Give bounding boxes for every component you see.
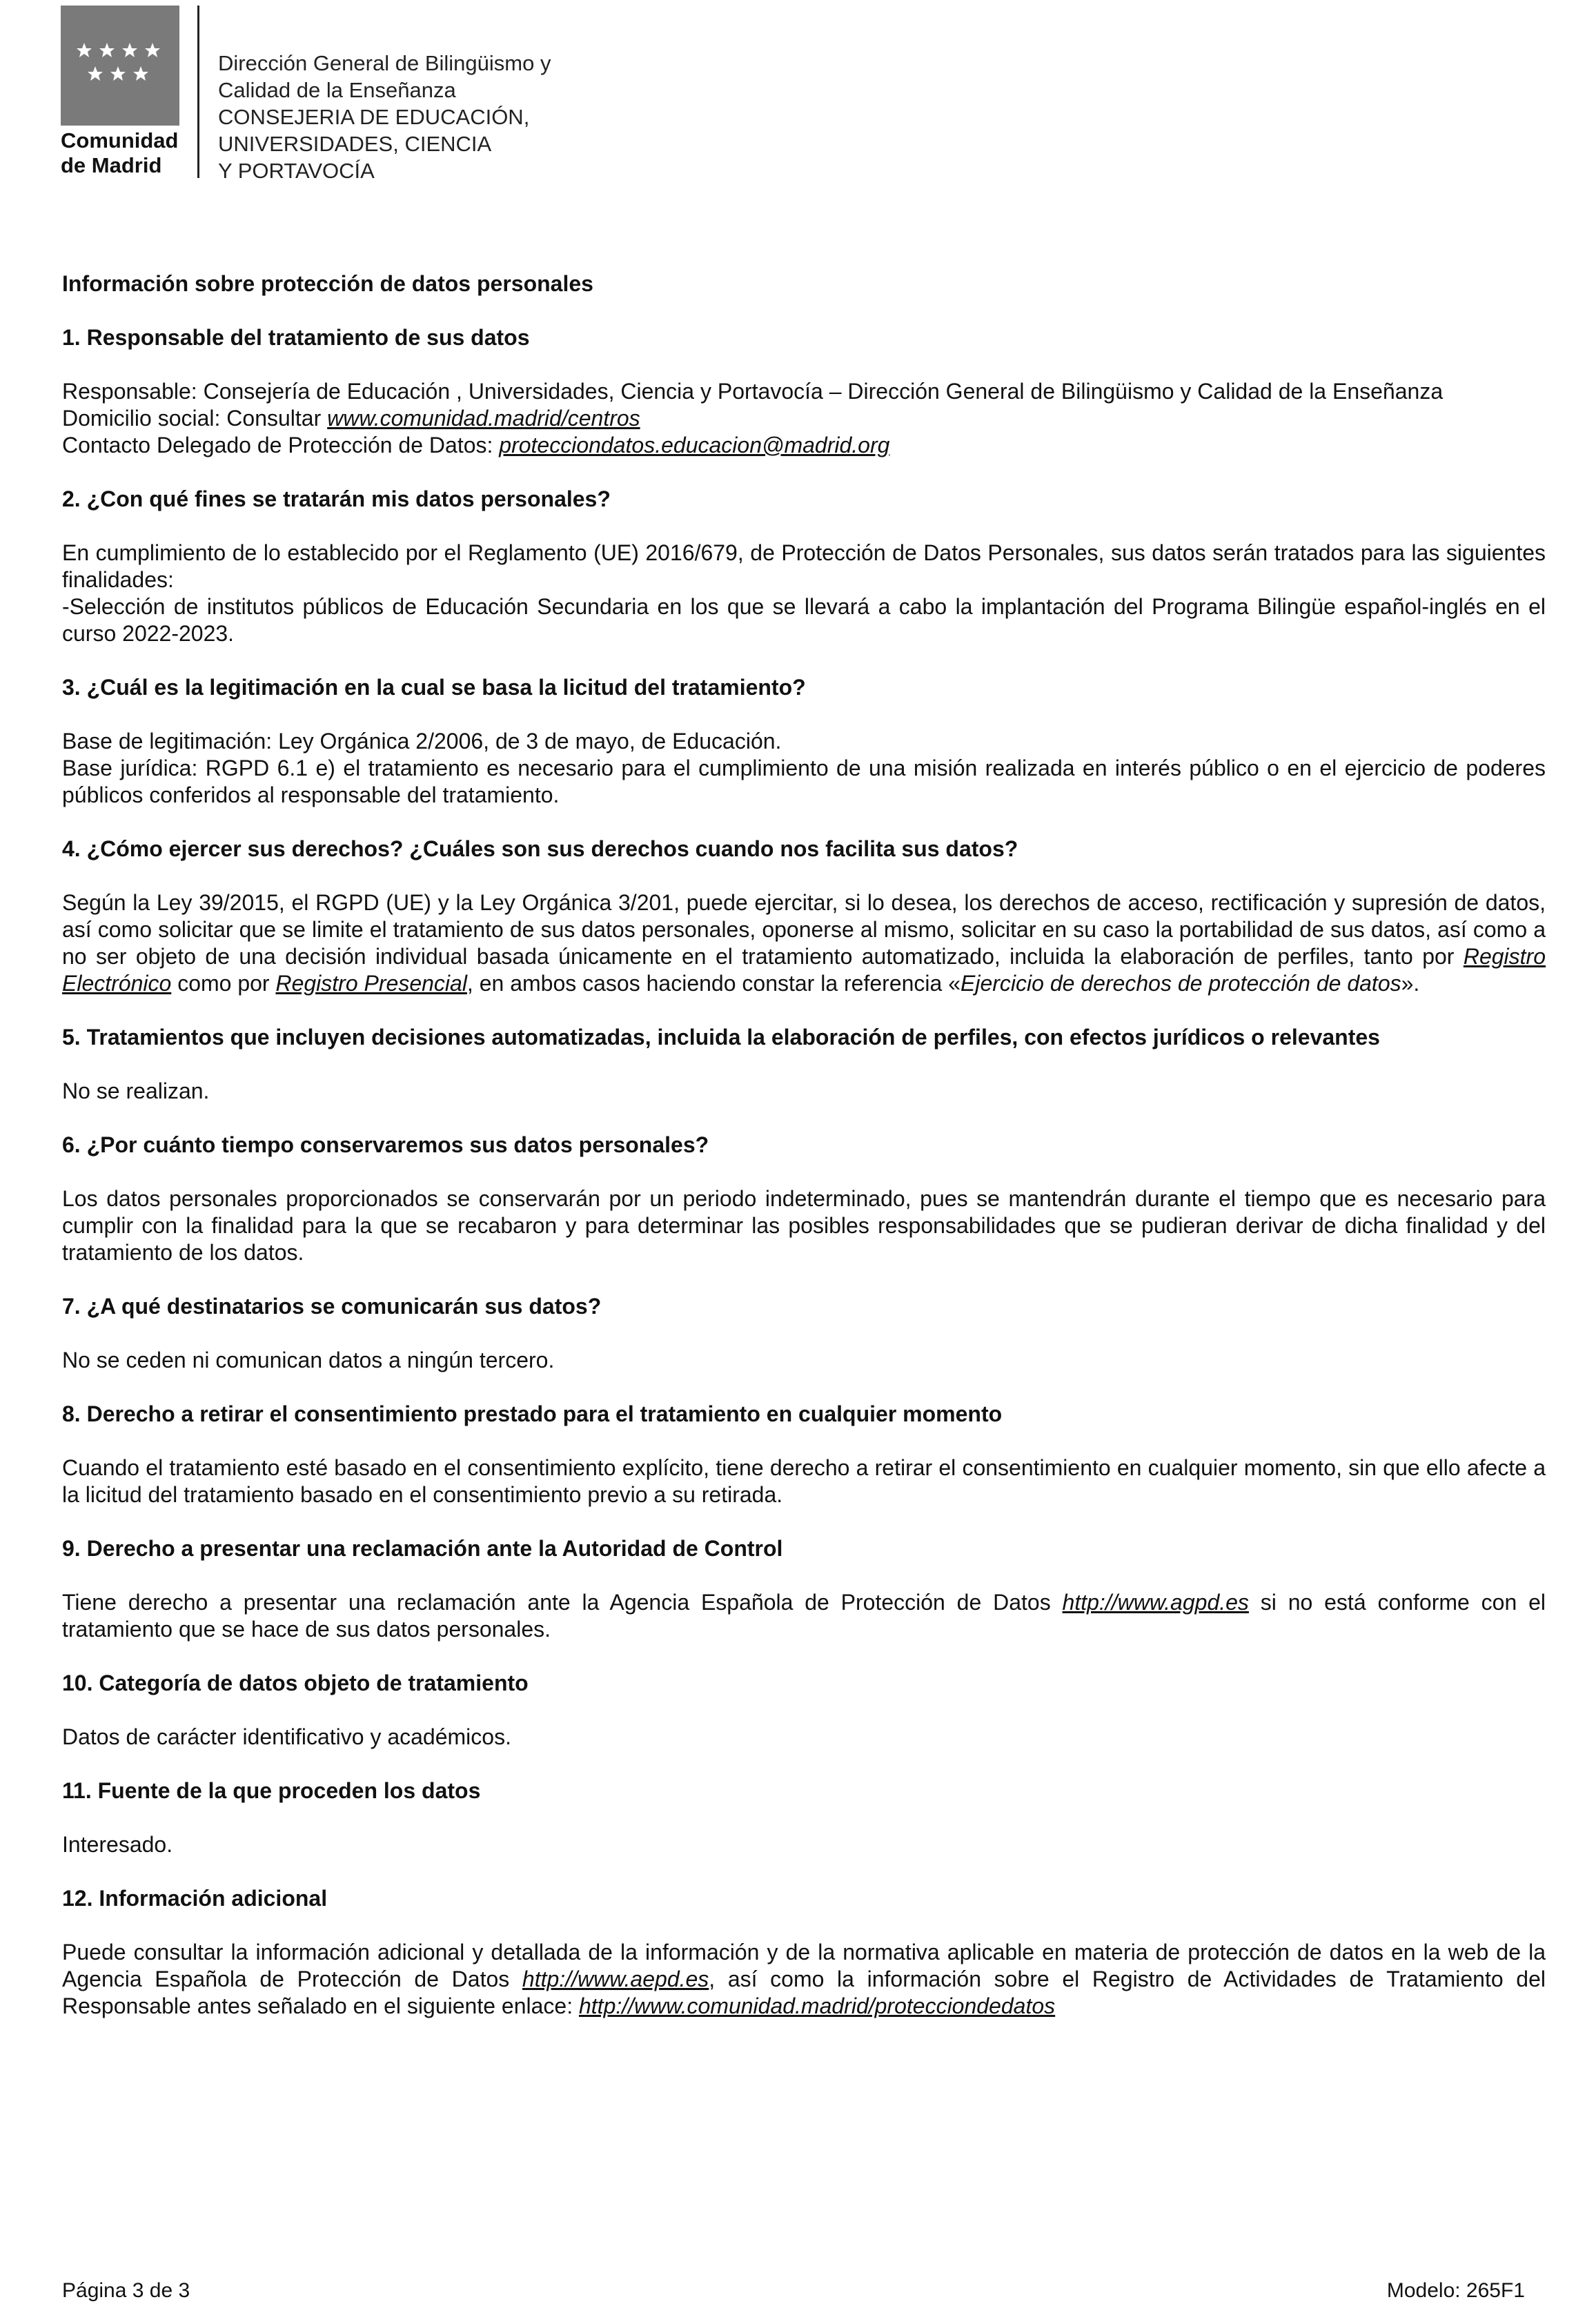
paragraph: Los datos personales proporcionados se conservarán por un periodo indeterminado, pues se mantendrán durante el tiempo que es necesario para cumplir con la finalidad para la que se recabaron y para determinar las posibles responsabilidades que se pudieran derivar de dicha finalidad y del tratamiento de los datos. xyxy=(62,1186,1546,1265)
domicilio-line: Domicilio social: Consultar www.comunidad.madrid/centros xyxy=(62,406,640,431)
agpd-link[interactable]: http://www.agpd.es xyxy=(1062,1590,1249,1615)
section-11 xyxy=(62,1778,1546,1858)
section-9 xyxy=(62,1535,1546,1643)
section-heading: 9. Derecho a presentar una reclamación ante la Autoridad de Control xyxy=(62,1536,783,1561)
section-heading: 4. ¿Cómo ejercer sus derechos? ¿Cuáles son sus derechos cuando nos facilita sus datos? xyxy=(62,836,1018,861)
paragraph: No se realizan. xyxy=(62,1079,210,1103)
section-3 xyxy=(62,674,1546,809)
model-number: Modelo: 265F1 xyxy=(1386,2279,1525,2302)
paragraph: Puede consultar la información adicional y detallada de la información y de la normativa aplicable en materia de protección de datos en la web de la Agencia Española de Protección de Datos http://www.aepd.es, así como la información sobre el Registro de Actividades de Tratamiento del Responsable antes señalado en el siguiente enlace: http://www.comunidad.madrid/protecciondedatos xyxy=(62,1940,1546,2018)
section-6 xyxy=(62,1132,1546,1266)
section-heading: 6. ¿Por cuánto tiempo conservaremos sus datos personales? xyxy=(62,1132,709,1157)
section-heading: 8. Derecho a retirar el consentimiento prestado para el tratamiento en cualquier momento xyxy=(62,1401,1003,1426)
paragraph: No se ceden ni comunican datos a ningún tercero. xyxy=(62,1348,555,1372)
section-heading: 2. ¿Con qué fines se tratarán mis datos personales? xyxy=(62,486,611,511)
header-divider xyxy=(197,6,199,178)
section-2 xyxy=(62,486,1546,647)
document-title: Información sobre protección de datos personales xyxy=(62,271,593,296)
section-5 xyxy=(62,1024,1546,1105)
paragraph: Datos de carácter identificativo y académicos. xyxy=(62,1724,511,1749)
aepd-link[interactable]: http://www.aepd.es xyxy=(522,1967,709,1991)
proteccion-datos-link[interactable]: http://www.comunidad.madrid/protecciondedatos xyxy=(578,1993,1056,2018)
paragraph: -Selección de institutos públicos de Educación Secundaria en los que se llevará a cabo la implantación del Programa Bilingüe español-inglés en el curso 2022-2023. xyxy=(62,594,1546,646)
logo-text: Comunidad de Madrid xyxy=(61,128,179,177)
issuing-body: Dirección General de Bilingüismo y Calidad de la Enseñanza CONSEJERIA DE EDUCACIÓN, UNIVERSIDADES, CIENCIA Y PORTAVOCÍA xyxy=(218,51,551,183)
stars-icon xyxy=(76,41,164,87)
responsable-text: Responsable: Consejería de Educación , Universidades, Ciencia y Portavocía – Dirección General de Bilingüismo y Calidad de la Enseñanza xyxy=(62,379,1444,404)
paragraph: Interesado. xyxy=(62,1832,173,1857)
section-heading: 12. Información adicional xyxy=(62,1886,328,1911)
section-1 xyxy=(62,324,1546,459)
contacto-line: Contacto Delegado de Protección de Datos: protecciondatos.educacion@madrid.org xyxy=(62,433,890,457)
section-heading: 10. Categoría de datos objeto de tratamiento xyxy=(62,1671,529,1695)
section-heading: 7. ¿A qué destinatarios se comunicarán sus datos? xyxy=(62,1294,602,1319)
section-heading: 1. Responsable del tratamiento de sus datos xyxy=(62,325,530,350)
dpo-email-link[interactable]: protecciondatos.educacion@madrid.org xyxy=(499,433,890,457)
section-heading: 3. ¿Cuál es la legitimación en la cual se basa la licitud del tratamiento? xyxy=(62,675,806,700)
centros-link[interactable]: www.comunidad.madrid/centros xyxy=(327,406,640,431)
paragraph: Base jurídica: RGPD 6.1 e) el tratamiento es necesario para el cumplimiento de una misión realizada en interés público o en el ejercicio de poderes públicos conferidos al responsable del tratamiento. xyxy=(62,756,1546,807)
paragraph: En cumplimiento de lo establecido por el Reglamento (UE) 2016/679, de Protección de Datos Personales, sus datos serán tratados para las siguientes finalidades: xyxy=(62,540,1546,592)
paragraph: Según la Ley 39/2015, el RGPD (UE) y la Ley Orgánica 3/201, puede ejercitar, si lo desea, los derechos de acceso, rectificación y supresión de datos, así como solicitar que se limite el tratamiento de sus datos personales, oponerse al mismo, solicitar en su caso la portabilidad de sus datos, así como a no ser objeto de una decisión individual basada únicamente en el tratamiento automatizado, incluida la elaboración de perfiles, tanto por Registro Electrónico como por Registro Presencial, en ambos casos haciendo constar la referencia «Ejercicio de derechos de protección de datos». xyxy=(62,890,1546,996)
page-number: Página 3 de 3 xyxy=(62,2279,190,2302)
letterhead xyxy=(61,6,682,183)
paragraph: Tiene derecho a presentar una reclamación ante la Agencia Española de Protección de Datos http://www.agpd.es si no está conforme con el tratamiento que se hace de sus datos personales. xyxy=(62,1590,1546,1642)
document-body xyxy=(62,270,1546,2047)
section-10 xyxy=(62,1670,1546,1751)
registro-electronico-link[interactable]: Registro Electrónico xyxy=(62,944,1546,996)
section-heading: 11. Fuente de la que proceden los datos xyxy=(62,1778,481,1803)
section-7 xyxy=(62,1293,1546,1374)
section-heading: 5. Tratamientos que incluyen decisiones automatizadas, incluida la elaboración de perfiles, con efectos jurídicos o relevantes xyxy=(62,1025,1380,1050)
paragraph: Cuando el tratamiento esté basado en el consentimiento explícito, tiene derecho a retirar el consentimiento en cualquier momento, sin que ello afecte a la licitud del tratamiento basado en el consentimiento previo a su retirada. xyxy=(62,1455,1546,1507)
section-4 xyxy=(62,836,1546,997)
section-12 xyxy=(62,1885,1546,2020)
comunidad-de-madrid-logo xyxy=(61,6,179,126)
paragraph: Base de legitimación: Ley Orgánica 2/2006, de 3 de mayo, de Educación. xyxy=(62,729,782,754)
section-8 xyxy=(62,1401,1546,1508)
registro-presencial-link[interactable]: Registro Presencial xyxy=(275,971,467,996)
